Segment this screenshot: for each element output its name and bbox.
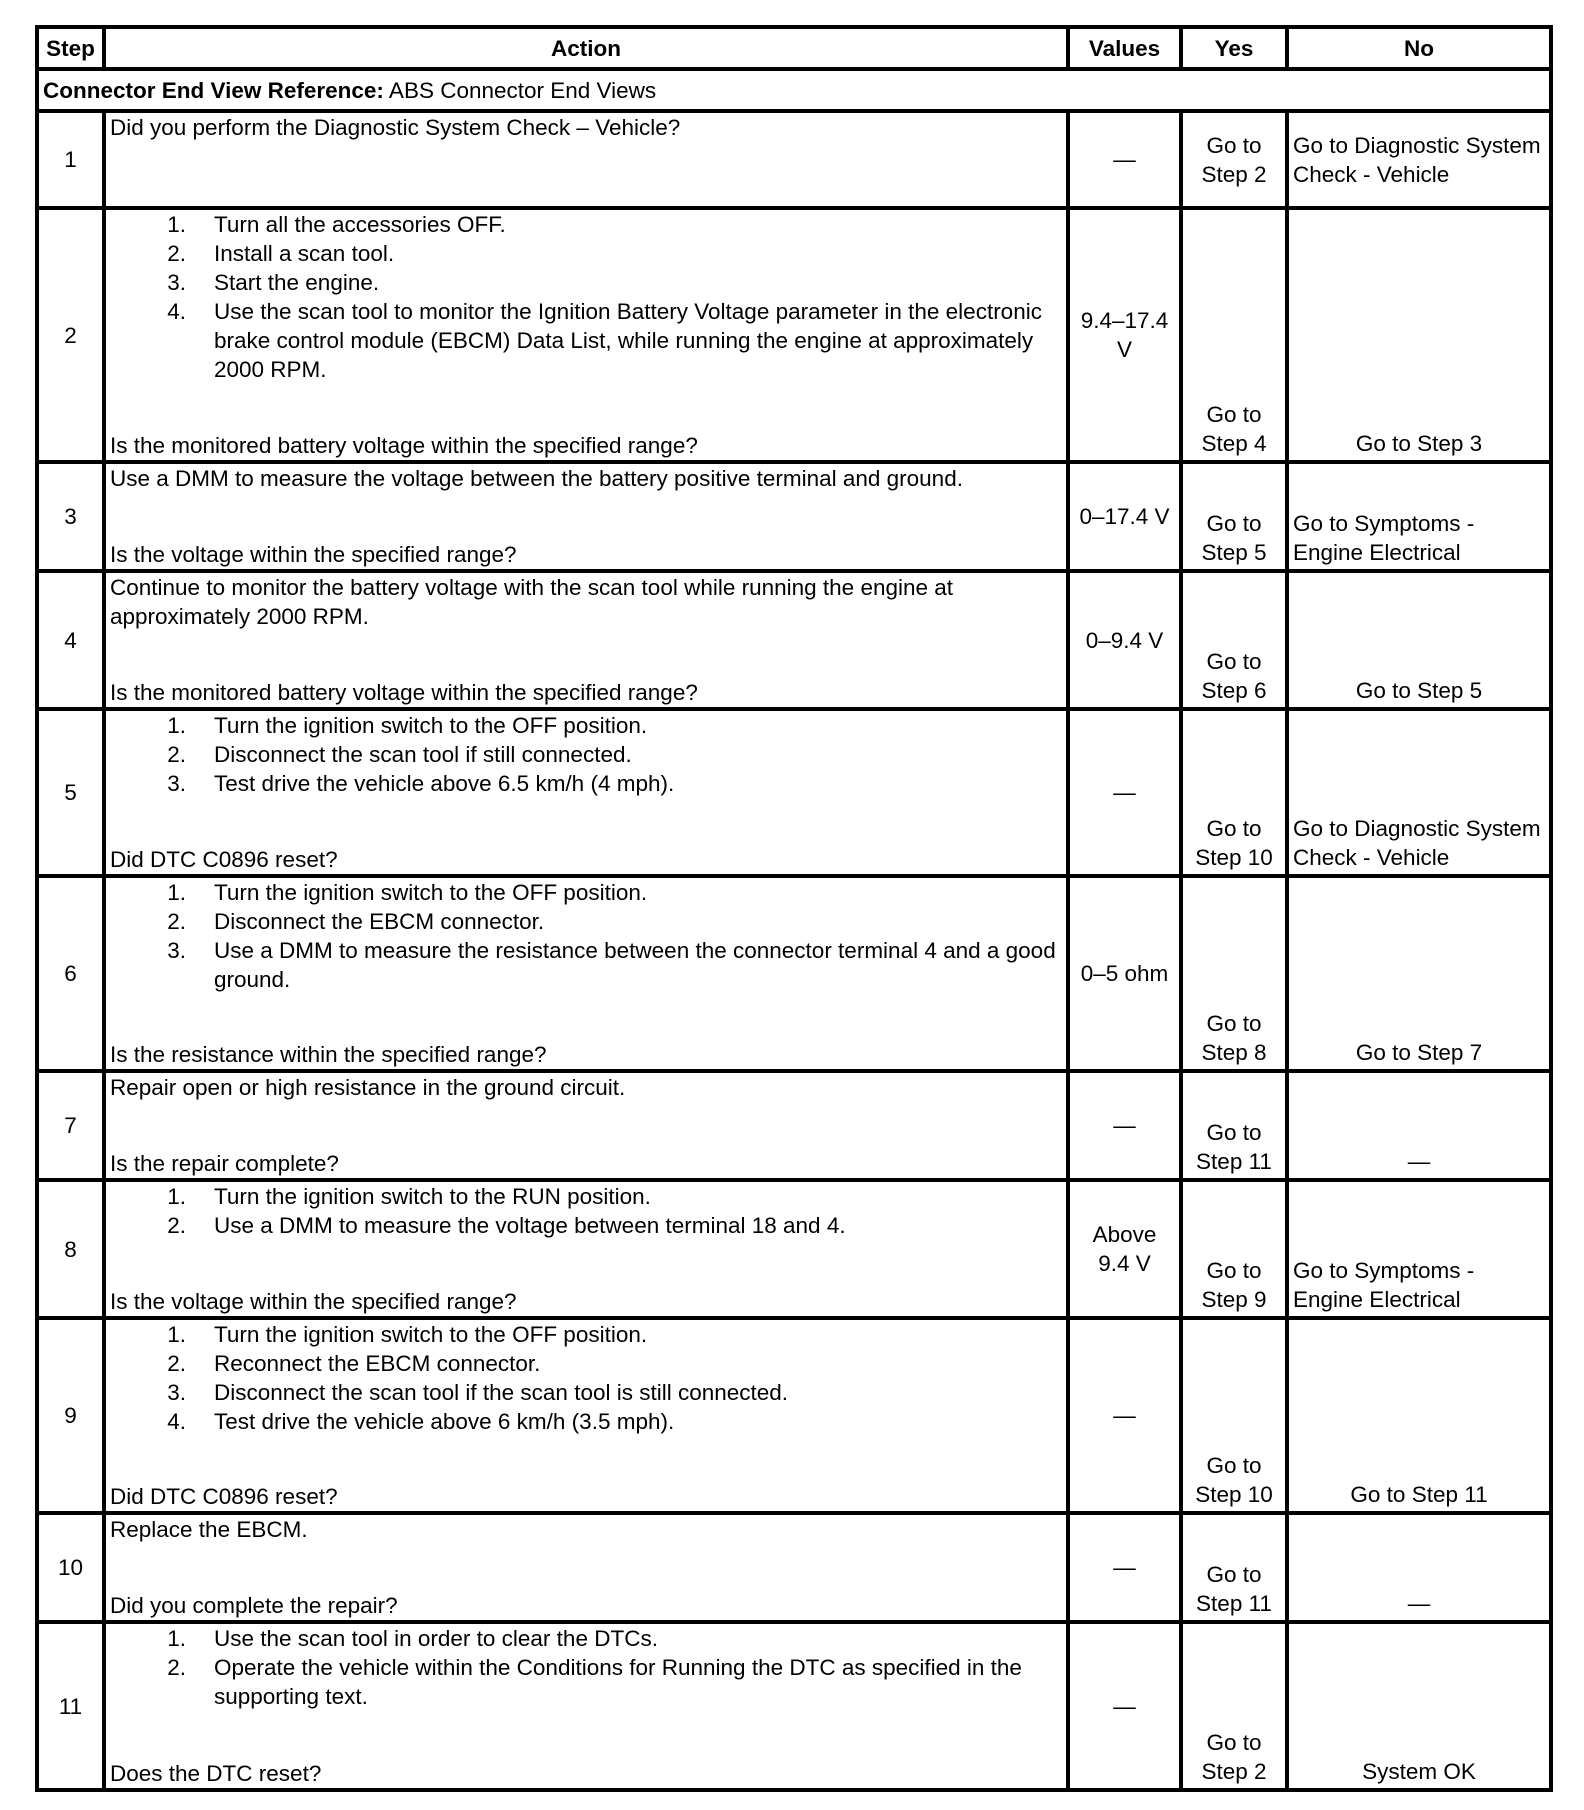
- step-number: 4: [37, 571, 104, 709]
- table-row: [37, 111, 1551, 208]
- no-cell[interactable]: Go to Symptoms - Engine Electrical: [1287, 462, 1551, 571]
- table-row: [37, 462, 1551, 571]
- step-number: 5: [37, 709, 104, 876]
- values-cell: —: [1068, 1318, 1181, 1513]
- table-row: [37, 876, 1551, 1071]
- action-question: Is the monitored battery voltage within the specified range?: [110, 680, 698, 705]
- table-row: [37, 1180, 1551, 1318]
- yes-cell[interactable]: Go to Step 9: [1181, 1180, 1287, 1318]
- instruction-text: Disconnect the EBCM connector.: [214, 909, 545, 934]
- action-text: Replace the EBCM.: [110, 1517, 308, 1542]
- instruction-text: Reconnect the EBCM connector.: [214, 1351, 541, 1376]
- connector-reference-label: Connector End View Reference:: [43, 77, 384, 103]
- step-number: 2: [37, 208, 104, 462]
- values-cell: —: [1068, 111, 1181, 208]
- action-cell: [104, 1180, 1068, 1318]
- no-cell[interactable]: —: [1287, 1071, 1551, 1180]
- instruction-list: [110, 711, 1062, 798]
- instruction-text: Turn the ignition switch to the OFF position.: [214, 713, 648, 738]
- no-cell[interactable]: Go to Step 5: [1287, 571, 1551, 709]
- instruction-item: 3. Use a DMM to measure the resistance between the connector terminal 4 and a good ground.: [110, 936, 1062, 994]
- action-text: Use a DMM to measure the voltage between the battery positive terminal and ground.: [110, 466, 963, 491]
- yes-cell[interactable]: Go to Step 11: [1181, 1513, 1287, 1622]
- action-text: Repair open or high resistance in the ground circuit.: [110, 1075, 626, 1100]
- instruction-item: 1. Use the scan tool in order to clear the DTCs.: [167, 1626, 658, 1651]
- instruction-list: [110, 210, 1062, 384]
- instruction-item: 2. Install a scan tool.: [167, 241, 395, 266]
- instruction-item: 1. Turn the ignition switch to the OFF position.: [167, 1322, 648, 1347]
- instruction-text: Start the engine.: [214, 270, 380, 295]
- values-cell: 0–9.4 V: [1068, 571, 1181, 709]
- header-action: Action: [104, 27, 1068, 69]
- yes-cell[interactable]: Go to Step 11: [1181, 1071, 1287, 1180]
- header-yes: Yes: [1181, 27, 1287, 69]
- yes-cell[interactable]: Go to Step 10: [1181, 1318, 1287, 1513]
- no-cell[interactable]: Go to Step 3: [1287, 208, 1551, 462]
- values-cell: 0–5 ohm: [1068, 876, 1181, 1071]
- yes-cell[interactable]: Go to Step 8: [1181, 876, 1287, 1071]
- instruction-item: 4. Test drive the vehicle above 6 km/h (3.5 mph).: [167, 1409, 675, 1434]
- action-question: Did DTC C0896 reset?: [110, 847, 338, 872]
- instruction-item: 2. Reconnect the EBCM connector.: [167, 1351, 541, 1376]
- action-cell: [104, 208, 1068, 462]
- instruction-item: 2. Operate the vehicle within the Conditions for Running the DTC as specified in the supporting text.: [110, 1653, 1062, 1711]
- step-number: 10: [37, 1513, 104, 1622]
- table-row: [37, 1318, 1551, 1513]
- action-cell: [104, 1318, 1068, 1513]
- yes-cell[interactable]: Go to Step 10: [1181, 709, 1287, 876]
- action-cell: [104, 462, 1068, 571]
- instruction-list: [110, 1320, 1062, 1436]
- table-row: [37, 1071, 1551, 1180]
- table-row: [37, 1513, 1551, 1622]
- step-number: 9: [37, 1318, 104, 1513]
- values-cell: —: [1068, 709, 1181, 876]
- instruction-item: 2. Disconnect the scan tool if still connected.: [167, 742, 632, 767]
- yes-cell[interactable]: Go to Step 5: [1181, 462, 1287, 571]
- instruction-text: Test drive the vehicle above 6.5 km/h (4 mph).: [214, 771, 675, 796]
- step-number: 8: [37, 1180, 104, 1318]
- no-cell[interactable]: Go to Step 11: [1287, 1318, 1551, 1513]
- diagnostic-table: [35, 25, 1553, 1792]
- action-cell: [104, 111, 1068, 208]
- values-cell: —: [1068, 1071, 1181, 1180]
- action-cell: [104, 1513, 1068, 1622]
- header-values: Values: [1068, 27, 1181, 69]
- action-question: Did DTC C0896 reset?: [110, 1484, 338, 1509]
- instruction-item: 3. Test drive the vehicle above 6.5 km/h (4 mph).: [167, 771, 675, 796]
- no-cell[interactable]: Go to Diagnostic System Check - Vehicle: [1287, 111, 1551, 208]
- header-step: Step: [37, 27, 104, 69]
- instruction-list: [110, 1624, 1062, 1711]
- no-cell[interactable]: Go to Diagnostic System Check - Vehicle: [1287, 709, 1551, 876]
- step-number: 1: [37, 111, 104, 208]
- table-row: [37, 1622, 1551, 1790]
- instruction-text: Operate the vehicle within the Conditions for Running the DTC as specified in the supporting text.: [214, 1655, 1022, 1709]
- instruction-text: Use the scan tool to monitor the Ignition Battery Voltage parameter in the electronic brake control module (EBCM) Data List, while running the engine at approximately 2000 RPM.: [214, 299, 1042, 382]
- action-text: Continue to monitor the battery voltage with the scan tool while running the engine at approximately 2000 RPM.: [110, 575, 954, 629]
- action-cell: [104, 1622, 1068, 1790]
- instruction-item: 1. Turn the ignition switch to the RUN position.: [167, 1184, 651, 1209]
- instruction-text: Turn all the accessories OFF.: [214, 212, 506, 237]
- yes-cell[interactable]: Go to Step 4: [1181, 208, 1287, 462]
- no-cell[interactable]: Go to Symptoms - Engine Electrical: [1287, 1180, 1551, 1318]
- instruction-item: 2. Disconnect the EBCM connector.: [167, 909, 545, 934]
- action-question: Is the voltage within the specified range?: [110, 1289, 517, 1314]
- step-number: 11: [37, 1622, 104, 1790]
- action-cell: [104, 571, 1068, 709]
- step-number: 3: [37, 462, 104, 571]
- step-number: 7: [37, 1071, 104, 1180]
- table-row: [37, 208, 1551, 462]
- action-question: Is the voltage within the specified range?: [110, 542, 517, 567]
- action-question: Is the resistance within the specified range?: [110, 1042, 547, 1067]
- action-cell: [104, 1071, 1068, 1180]
- table-row: [37, 709, 1551, 876]
- no-cell[interactable]: Go to Step 7: [1287, 876, 1551, 1071]
- instruction-item: 1. Turn the ignition switch to the OFF position.: [167, 880, 648, 905]
- instruction-item: 1. Turn the ignition switch to the OFF position.: [167, 713, 648, 738]
- action-question: Does the DTC reset?: [110, 1761, 322, 1786]
- instruction-text: Use the scan tool in order to clear the DTCs.: [214, 1626, 658, 1651]
- values-cell: 0–17.4 V: [1068, 462, 1181, 571]
- instruction-item: 4. Use the scan tool to monitor the Ignition Battery Voltage parameter in the electronic brake control module (EBCM) Data List, while running the engine at approximately 2000 RPM.: [110, 297, 1062, 384]
- values-cell: —: [1068, 1622, 1181, 1790]
- action-cell: [104, 876, 1068, 1071]
- instruction-list: [110, 878, 1062, 994]
- values-cell: —: [1068, 1513, 1181, 1622]
- instruction-item: 3. Start the engine.: [167, 270, 380, 295]
- action-cell: [104, 709, 1068, 876]
- header-row: [37, 27, 1551, 69]
- instruction-item: 2. Use a DMM to measure the voltage between terminal 18 and 4.: [167, 1213, 846, 1238]
- instruction-text: Test drive the vehicle above 6 km/h (3.5 mph).: [214, 1409, 675, 1434]
- yes-cell[interactable]: Go to Step 6: [1181, 571, 1287, 709]
- header-no: No: [1287, 27, 1551, 69]
- step-number: 6: [37, 876, 104, 1071]
- connector-reference-value[interactable]: ABS Connector End Views: [383, 77, 657, 103]
- instruction-item: 3. Disconnect the scan tool if the scan tool is still connected.: [167, 1380, 789, 1405]
- table-row: [37, 571, 1551, 709]
- instruction-list: [110, 1182, 1062, 1240]
- no-cell[interactable]: —: [1287, 1513, 1551, 1622]
- instruction-text: Turn the ignition switch to the OFF position.: [214, 1322, 648, 1347]
- yes-cell[interactable]: Go to Step 2: [1181, 1622, 1287, 1790]
- action-question: Did you complete the repair?: [110, 1593, 398, 1618]
- instruction-text: Use a DMM to measure the resistance between the connector terminal 4 and a good ground.: [214, 938, 1056, 992]
- action-question: Is the repair complete?: [110, 1151, 339, 1176]
- instruction-text: Turn the ignition switch to the RUN position.: [214, 1184, 651, 1209]
- instruction-text: Use a DMM to measure the voltage between terminal 18 and 4.: [214, 1213, 846, 1238]
- instruction-text: Turn the ignition switch to the OFF position.: [214, 880, 648, 905]
- connector-reference-row: [37, 69, 1551, 111]
- values-cell: Above 9.4 V: [1068, 1180, 1181, 1318]
- values-cell: 9.4–17.4 V: [1068, 208, 1181, 462]
- yes-cell[interactable]: Go to Step 2: [1181, 111, 1287, 208]
- instruction-text: Disconnect the scan tool if still connected.: [214, 742, 632, 767]
- no-cell[interactable]: System OK: [1287, 1622, 1551, 1790]
- instruction-text: Install a scan tool.: [214, 241, 395, 266]
- action-question: Is the monitored battery voltage within the specified range?: [110, 433, 698, 458]
- instruction-item: 1. Turn all the accessories OFF.: [167, 212, 506, 237]
- action-text: Did you perform the Diagnostic System Check – Vehicle?: [110, 115, 681, 140]
- instruction-text: Disconnect the scan tool if the scan tool is still connected.: [214, 1380, 789, 1405]
